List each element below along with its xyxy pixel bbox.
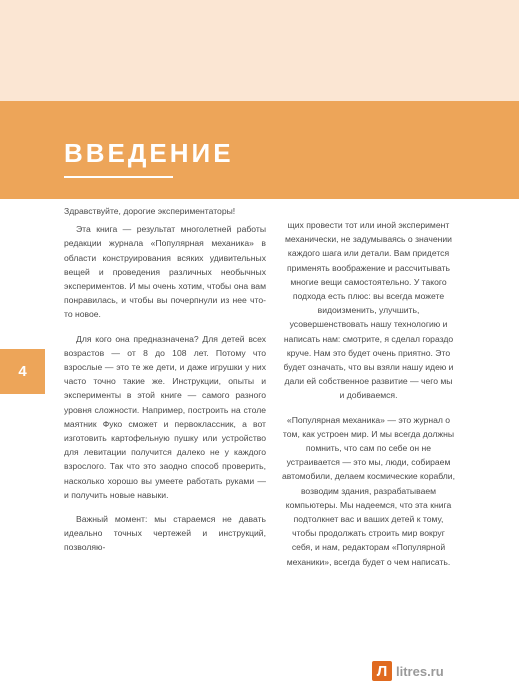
top-band: [0, 0, 519, 101]
intro-paragraph: Эта книга — результат многолетней работы редакции журнала «Популярная механика» в области конструирования всяких удивительных вещей и проведения различных необычных экспериментов. И мы очень хотим, чтобы она вам понравилась, и чтобы вы почерпнули из нее что-то новое.: [64, 224, 266, 320]
litres-logo-icon: Л: [372, 661, 392, 681]
magazine-paragraph: «Популярная механика» — это журнал о том, как устроен мир. И мы всегда должны помнить, что сам по себе он не устраивается — это мы, люди, собираем автомобили, делаем космические корабли, возводим здания, разрабатываем компьютеры. Мы надеемся, что эта книга подтолкнет вас и ваших детей к тому, чтобы продолжать строить мир вокруг себя, и нам, редакторам «Популярной механики», всегда будет о чем написать.: [281, 414, 455, 567]
watermark-text: litres.ru: [396, 664, 444, 679]
left-column: [64, 204, 266, 555]
page-title: ВВЕДЕНИЕ: [64, 138, 234, 168]
greeting-paragraph: Здравствуйте, дорогие экспериментаторы!: [64, 206, 236, 216]
title-underline: [64, 176, 173, 178]
audience-paragraph: Для кого она предназначена? Для детей всех возрастов — от 8 до 108 лет. Потому что взрослые — это те же дети, и даже игрушки у них часто точно такие же. Инструкции, опыты и эксперименты в этой книге — самого разного уровня сложности. Например, построить на столе маятник Фуко сможет и первоклассник, а вот изготовить картофельную пушку или устройство для левитации получится далеко не у каждого взрослого. Так что это заодно способ проверить, насколько хорошо вы умеете работать руками — и получить новые навыки.: [64, 333, 266, 500]
important-paragraph: Важный момент: мы стараемся не давать идеально точных чертежей и инструкций, позволяю-: [64, 514, 266, 553]
right-column: [281, 218, 456, 569]
page-number-tab: [0, 349, 45, 394]
page-number: 4: [18, 363, 27, 380]
continuation-paragraph: щих провести тот или иной эксперимент механически, не задумываясь о значении каждого шага или детали. Вам придется применять воображение и рассчитывать многие вещи самостоятельно. У такого подхода есть плюс: вы всегда можете видоизменить, улучшить, усовершенствовать нашу технологию и написать нам: смотрите, я сделал гораздо круче. Нам это будет очень приятно. Это будет означать, что вы взяли нашу идею и дали ей собственное развитие — чего мы и добиваемся.: [283, 220, 454, 401]
